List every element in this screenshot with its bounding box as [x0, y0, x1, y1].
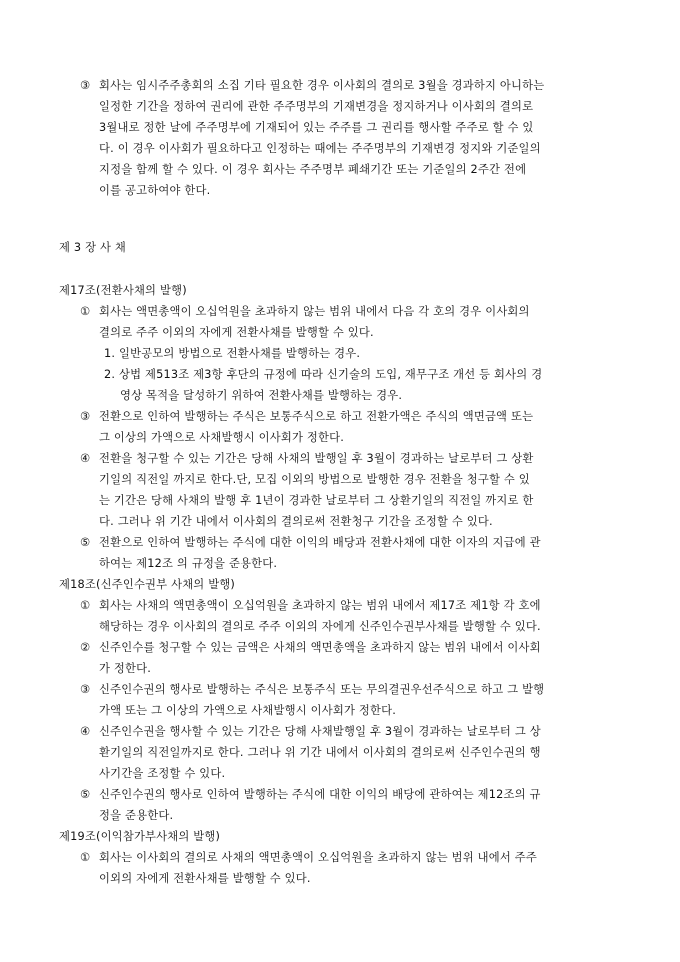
- text-line: 회사는 임시주주총회의 소집 기타 필요한 경우 이사회의 결의로 3월을 경과하지 아니하는: [99, 79, 545, 92]
- text-line: 3월내로 정한 날에 주주명부에 기재되어 있는 주주를 그 권리를 행사할 주주로 할 수 있: [99, 121, 534, 134]
- chapter-heading: 제 3 장 사 채: [59, 241, 127, 254]
- text-line: 전환으로 인하여 발행하는 주식에 대한 이익의 배당과 전환사채에 대한 이자의 지급에 관: [99, 536, 541, 549]
- text-line: 는 기간은 당해 사채의 발행 후 1년이 경과한 날로부터 그 상환기일의 직전일 까지로 한: [99, 494, 534, 507]
- text-line: 전환으로 인하여 발행하는 주식은 보통주식으로 하고 전환가액은 주식의 액면금액 또는: [99, 410, 534, 423]
- text-line: 신주인수를 청구할 수 있는 금액은 사채의 액면총액을 초과하지 않는 범위 내에서 이사회: [99, 641, 541, 654]
- text-line: 가 정한다.: [99, 662, 152, 675]
- paragraph-marker: ①: [80, 599, 91, 612]
- text-line: 사기간을 조정할 수 있다.: [99, 767, 226, 780]
- text-line: 가액 또는 그 이상의 가액으로 사채발행시 이사회가 정한다.: [99, 704, 397, 717]
- paragraph-marker: ③: [80, 79, 91, 92]
- paragraph-marker: ⑤: [80, 536, 91, 549]
- paragraph-marker: ②: [80, 641, 91, 654]
- text-line: 영상 목적을 달성하기 위하여 전환사채를 발행하는 경우.: [120, 389, 403, 402]
- list-item: 1. 일반공모의 방법으로 전환사채를 발행하는 경우.: [104, 347, 361, 360]
- text-line: 환기일의 직전일까지로 한다. 그러나 위 기간 내에서 이사회의 결의로써 신주인수권의 행: [99, 746, 541, 759]
- article-title: 제18조(신주인수권부 사채의 발행): [59, 578, 236, 591]
- text-line: 정을 준용한다.: [99, 809, 174, 822]
- text-line: 일정한 기간을 정하여 권리에 관한 주주명부의 기재변경을 정지하거나 이사회의 결의로: [99, 100, 534, 113]
- text-line: 회사는 액면총액이 오십억원을 초과하지 않는 범위 내에서 다음 각 호의 경우 이사회의: [99, 305, 530, 318]
- paragraph-marker: ①: [80, 305, 91, 318]
- text-line: 이외의 자에게 전환사채를 발행할 수 있다.: [99, 872, 311, 885]
- text-line: 결의로 주주 이외의 자에게 전환사채를 발행할 수 있다.: [99, 326, 374, 339]
- text-line: 지정을 함께 할 수 있다. 이 경우 회사는 주주명부 폐쇄기간 또는 기준일의 2주간 전에: [99, 163, 527, 176]
- text-line: 회사는 사채의 액면총액이 오십억원을 초과하지 않는 범위 내에서 제17조 제1항 각 호에: [99, 599, 541, 612]
- paragraph-marker: ④: [80, 725, 91, 738]
- text-line: 그 이상의 가액으로 사채발행시 이사회가 정한다.: [99, 431, 345, 444]
- text-line: 전환을 청구할 수 있는 기간은 당해 사채의 발행일 후 3월이 경과하는 날로부터 그 상환: [99, 452, 534, 465]
- text-line: 해당하는 경우 이사회의 결의로 주주 이외의 자에게 신주인수권부사채를 발행할 수 있다.: [99, 620, 541, 633]
- paragraph-marker: ①: [80, 851, 91, 864]
- paragraph-marker: ③: [80, 410, 91, 423]
- text-line: 하여는 제12조 의 규정을 준용한다.: [99, 557, 278, 570]
- text-line: 다. 그러나 위 기간 내에서 이사회의 결의로써 전환청구 기간을 조정할 수 있다.: [99, 515, 493, 528]
- text-line: 신주인수권을 행사할 수 있는 기간은 당해 사채발행일 후 3월이 경과하는 날로부터 그 상: [99, 725, 541, 738]
- text-line: 다. 이 경우 이사회가 필요하다고 인정하는 때에는 주주명부의 기재변경 정지와 기준일의: [99, 142, 541, 155]
- text-line: 신주인수권의 행사로 발행하는 주식은 보통주식 또는 무의결권우선주식으로 하고 그 발행: [99, 683, 545, 696]
- article-title: 제19조(이익참가부사채의 발행): [59, 830, 221, 843]
- text-line: 신주인수권의 행사로 인하여 발행하는 주식에 대한 이익의 배당에 관하여는 제12조의 규: [99, 788, 541, 801]
- article-title: 제17조(전환사채의 발행): [59, 284, 187, 297]
- list-item: 2. 상법 제513조 제3항 후단의 규정에 따라 신기술의 도입, 재무구조 개선 등 회사의 경: [104, 368, 543, 381]
- paragraph-marker: ④: [80, 452, 91, 465]
- paragraph-marker: ③: [80, 683, 91, 696]
- text-line: 이를 공고하여야 한다.: [99, 184, 211, 197]
- text-line: 기일의 직전일 까지로 한다.단, 모집 이외의 방법으로 발행한 경우 전환을 청구할 수 있: [99, 473, 530, 486]
- text-line: 회사는 이사회의 결의로 사채의 액면총액이 오십억원을 초과하지 않는 범위 내에서 주주: [99, 851, 537, 864]
- paragraph-marker: ⑤: [80, 788, 91, 801]
